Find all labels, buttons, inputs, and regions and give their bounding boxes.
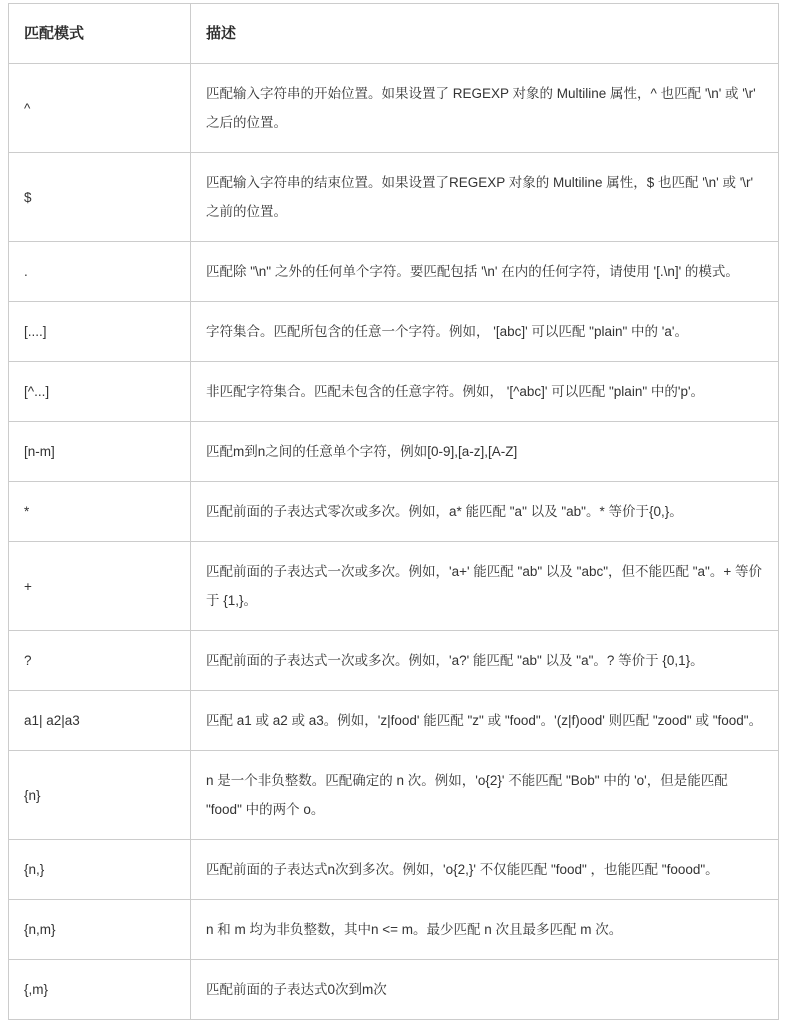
column-header-description: 描述: [191, 4, 779, 64]
pattern-cell: $: [9, 153, 191, 242]
description-cell: 匹配前面的子表达式n次到多次。例如，'o{2,}' 不仅能匹配 "food" ，也能匹配 "foood"。: [191, 840, 779, 900]
pattern-cell: ?: [9, 631, 191, 691]
pattern-cell: *: [9, 482, 191, 542]
pattern-cell: [....]: [9, 302, 191, 362]
table-row: [9, 64, 779, 153]
description-cell: n 是一个非负整数。匹配确定的 n 次。例如，'o{2}' 不能匹配 "Bob" 中的 'o'，但是能匹配 "food" 中的两个 o。: [191, 751, 779, 840]
pattern-cell: {n,m}: [9, 900, 191, 960]
description-cell: 匹配除 "\n" 之外的任何单个字符。要匹配包括 '\n' 在内的任何字符，请使用 '[.\n]' 的模式。: [191, 242, 779, 302]
pattern-cell: a1| a2|a3: [9, 691, 191, 751]
table-row: [9, 422, 779, 482]
pattern-cell: [n-m]: [9, 422, 191, 482]
description-cell: n 和 m 均为非负整数，其中n <= m。最少匹配 n 次且最多匹配 m 次。: [191, 900, 779, 960]
pattern-cell: +: [9, 542, 191, 631]
description-cell: 匹配前面的子表达式零次或多次。例如，a* 能匹配 "a" 以及 "ab"。* 等价于{0,}。: [191, 482, 779, 542]
table-row: [9, 542, 779, 631]
regex-pattern-table: [8, 3, 779, 1020]
pattern-cell: ^: [9, 64, 191, 153]
description-cell: 匹配m到n之间的任意单个字符，例如[0-9],[a-z],[A-Z]: [191, 422, 779, 482]
table-row: [9, 362, 779, 422]
table-row: [9, 482, 779, 542]
table-row: [9, 691, 779, 751]
description-cell: 非匹配字符集合。匹配未包含的任意字符。例如， '[^abc]' 可以匹配 "plain" 中的'p'。: [191, 362, 779, 422]
header-row: [9, 4, 779, 64]
table-row: [9, 751, 779, 840]
table-row: [9, 900, 779, 960]
description-cell: 匹配 a1 或 a2 或 a3。例如，'z|food' 能匹配 "z" 或 "food"。'(z|f)ood' 则匹配 "zood" 或 "food"。: [191, 691, 779, 751]
description-cell: 匹配前面的子表达式0次到m次: [191, 960, 779, 1020]
table-row: [9, 631, 779, 691]
description-cell: 匹配输入字符串的开始位置。如果设置了 REGEXP 对象的 Multiline 属性，^ 也匹配 '\n' 或 '\r' 之后的位置。: [191, 64, 779, 153]
pattern-cell: {,m}: [9, 960, 191, 1020]
table-row: [9, 840, 779, 900]
description-cell: 匹配输入字符串的结束位置。如果设置了REGEXP 对象的 Multiline 属性，$ 也匹配 '\n' 或 '\r' 之前的位置。: [191, 153, 779, 242]
pattern-cell: {n}: [9, 751, 191, 840]
table-row: [9, 302, 779, 362]
description-cell: 匹配前面的子表达式一次或多次。例如，'a+' 能匹配 "ab" 以及 "abc"，但不能匹配 "a"。+ 等价于 {1,}。: [191, 542, 779, 631]
table-row: [9, 960, 779, 1020]
pattern-cell: .: [9, 242, 191, 302]
table-row: [9, 153, 779, 242]
column-header-pattern: 匹配模式: [9, 4, 191, 64]
description-cell: 字符集合。匹配所包含的任意一个字符。例如， '[abc]' 可以匹配 "plain" 中的 'a'。: [191, 302, 779, 362]
description-cell: 匹配前面的子表达式一次或多次。例如，'a?' 能匹配 "ab" 以及 "a"。? 等价于 {0,1}。: [191, 631, 779, 691]
pattern-cell: {n,}: [9, 840, 191, 900]
pattern-cell: [^...]: [9, 362, 191, 422]
table-row: [9, 242, 779, 302]
